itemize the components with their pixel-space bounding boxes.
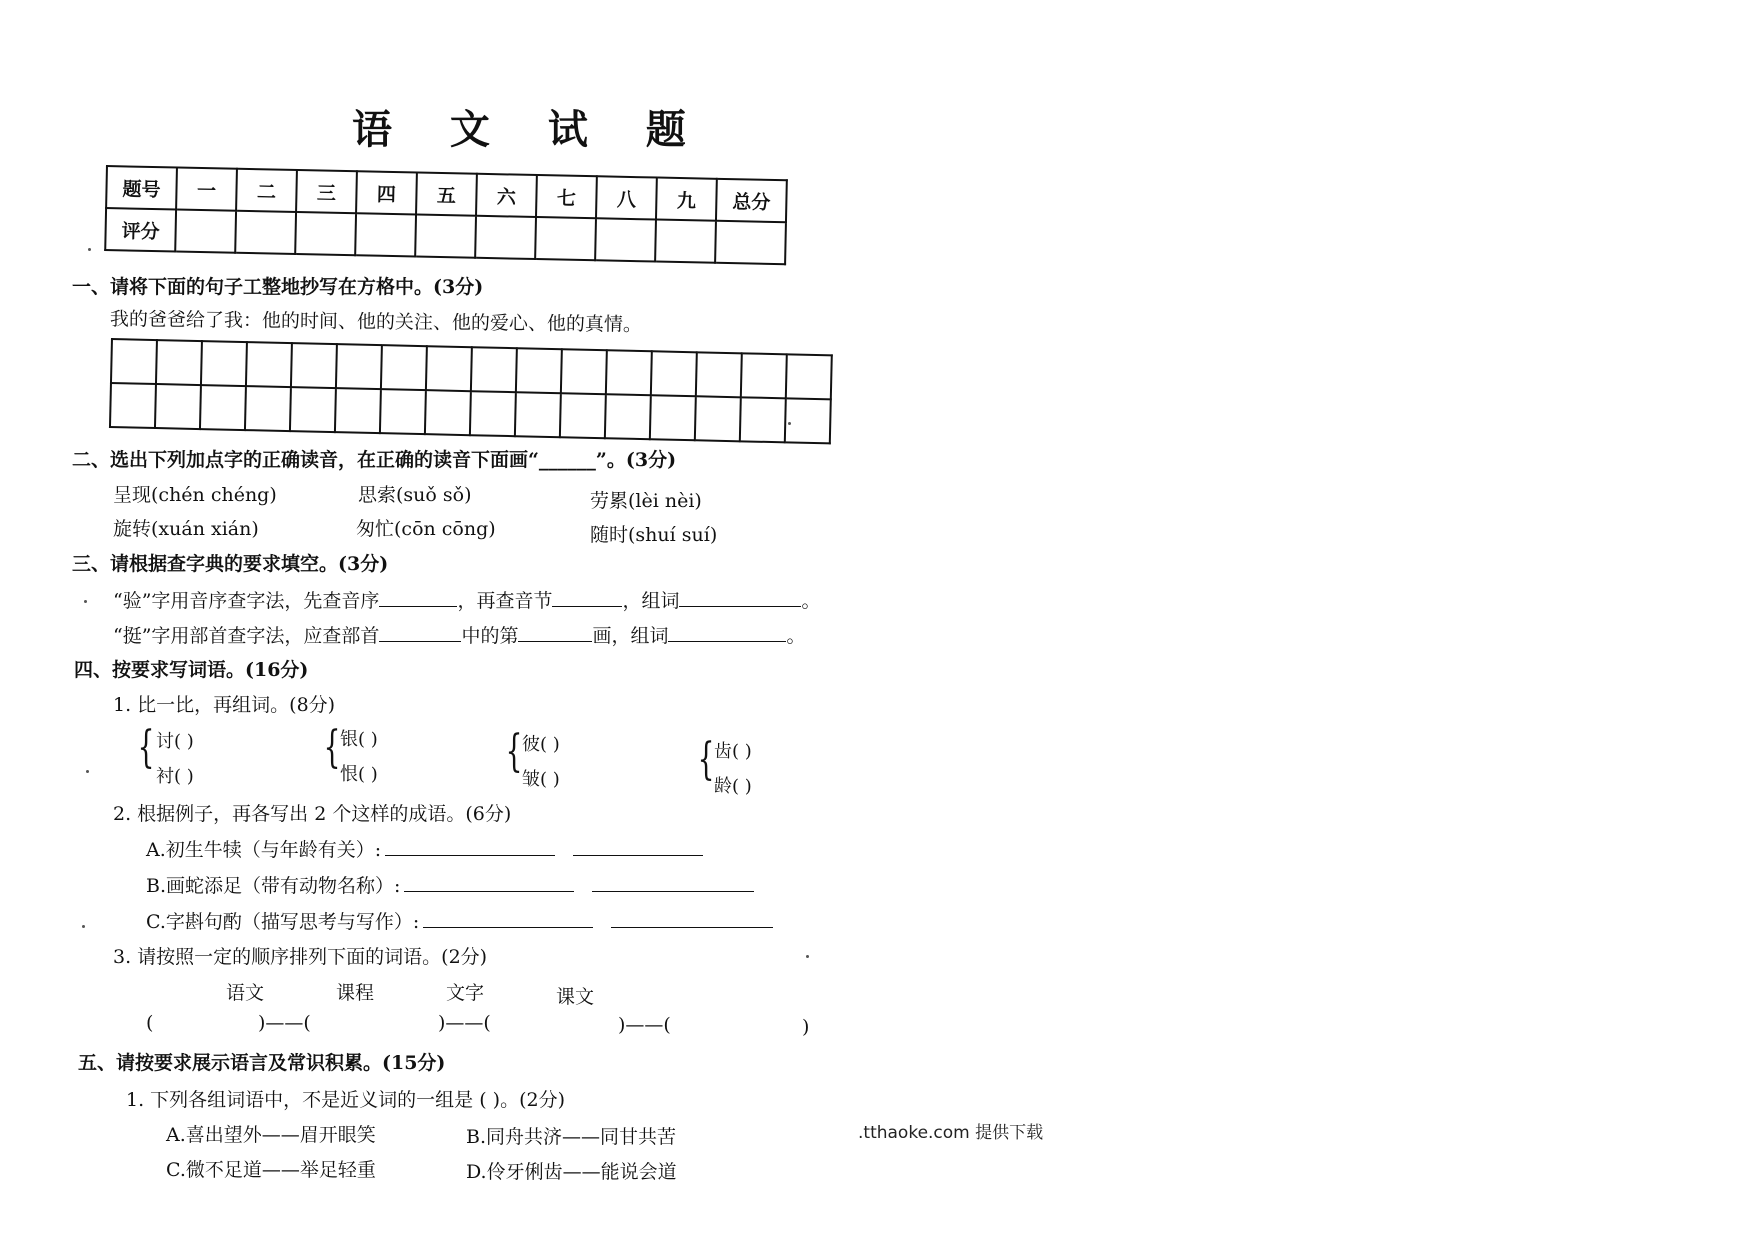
section5-heading: 五、请按要求展示语言及常识积累。(15分) — [78, 1052, 446, 1074]
compare-paren[interactable]: ( ) — [540, 734, 560, 755]
grid-cell[interactable] — [561, 349, 607, 394]
grid-cell[interactable] — [425, 390, 471, 435]
grid-cell[interactable] — [515, 392, 561, 437]
dict-text: “挺”字用部首查字法，应查部首 — [113, 625, 380, 647]
grid-cell[interactable] — [335, 388, 381, 433]
compare-paren[interactable]: ( ) — [174, 766, 194, 787]
score-header-label: 题号 — [106, 166, 177, 209]
score-col: 四 — [356, 171, 417, 214]
grid-cell[interactable] — [606, 350, 652, 395]
copy-grid — [109, 338, 833, 444]
score-col: 九 — [656, 178, 717, 221]
compare-item — [156, 762, 194, 788]
idiom-line — [146, 835, 703, 862]
brace-icon: { — [137, 722, 155, 773]
dict-text: ，组词 — [622, 590, 680, 612]
pinyin-item — [358, 480, 472, 507]
grid-cell[interactable] — [200, 385, 246, 430]
compare-item — [522, 730, 560, 756]
compare-item — [156, 727, 194, 753]
blank-line[interactable] — [379, 623, 461, 642]
q2-label: 2. 根据例子，再各写出 2 个这样的成语。(6分) — [113, 803, 512, 825]
grid-cell[interactable] — [336, 344, 382, 389]
idiom-prompt: A.初生牛犊（与年龄有关）: — [146, 839, 382, 861]
dict-text: 画，组词 — [592, 625, 669, 647]
grid-cell[interactable] — [605, 394, 651, 439]
section4-heading: 四、按要求写词语。(16分) — [74, 659, 309, 681]
order-paren[interactable]: )——( — [618, 1014, 671, 1036]
section1-heading: 一、请将下面的句子工整地抄写在方格中。(3分) — [72, 276, 484, 298]
score-col: 八 — [596, 176, 657, 219]
pinyin-word: 旋转 — [113, 518, 152, 540]
choice-option[interactable]: A.喜出望外——眉开眼笑 — [166, 1124, 376, 1146]
pinyin-word: 匆忙 — [356, 518, 395, 540]
pinyin-options[interactable]: (xuán xián) — [151, 518, 259, 540]
score-table — [104, 165, 788, 265]
grid-cell[interactable] — [696, 352, 742, 397]
grid-cell[interactable] — [380, 389, 426, 434]
score-cell[interactable] — [595, 218, 656, 261]
pinyin-options[interactable]: (lèi nèi) — [628, 490, 702, 512]
score-col: 三 — [296, 170, 357, 213]
score-col-total: 总分 — [716, 179, 787, 222]
pinyin-word: 呈现 — [113, 484, 152, 506]
score-cell[interactable] — [235, 211, 296, 254]
order-paren: ) — [802, 1016, 810, 1038]
page-title: 语 文 试 题 — [352, 106, 708, 153]
grid-cell[interactable] — [201, 341, 247, 386]
scan-speck — [806, 955, 809, 958]
choice-option[interactable]: B.同舟共济——同甘共苦 — [466, 1126, 677, 1148]
q1-label: 1. 比一比，再组词。(8分) — [113, 694, 336, 716]
section3-heading: 三、请根据查字典的要求填空。(3分) — [72, 553, 389, 575]
blank-line[interactable] — [668, 623, 786, 642]
pinyin-options[interactable]: (shuí suí) — [628, 524, 718, 546]
dict-text: 。 — [801, 590, 821, 612]
compare-char: 龄 — [714, 776, 732, 797]
dict-text: ，再查音节 — [457, 590, 553, 612]
score-col: 一 — [176, 167, 237, 210]
watermark-text: .tthaoke.com 提供下载 — [858, 1123, 1044, 1143]
score-cell[interactable] — [655, 220, 716, 263]
compare-paren[interactable]: ( ) — [732, 741, 752, 762]
grid-cell[interactable] — [381, 345, 427, 390]
dictionary-line-2 — [113, 621, 805, 648]
compare-item — [522, 765, 560, 791]
order-word: 课文 — [556, 986, 595, 1008]
score-col: 五 — [416, 173, 477, 216]
blank-line[interactable] — [552, 588, 622, 607]
grid-cell[interactable] — [291, 343, 337, 388]
grid-cell[interactable] — [740, 397, 786, 442]
score-col: 六 — [476, 174, 537, 217]
score-cell[interactable] — [175, 209, 236, 252]
score-cell[interactable] — [355, 213, 416, 256]
grid-cell[interactable] — [560, 393, 606, 438]
order-word: 语文 — [226, 982, 265, 1004]
score-cell[interactable] — [535, 217, 596, 260]
compare-item — [340, 760, 378, 786]
dictionary-line-1 — [113, 586, 820, 613]
scan-speck — [88, 248, 91, 251]
compare-item — [340, 725, 378, 751]
compare-item — [714, 737, 752, 763]
scan-speck — [788, 422, 791, 425]
blank-line[interactable] — [518, 623, 592, 642]
score-cell[interactable] — [295, 212, 356, 255]
compare-char: 齿 — [714, 741, 732, 762]
pinyin-item — [113, 480, 277, 507]
compare-paren[interactable]: ( ) — [174, 731, 194, 752]
grid-cell[interactable] — [471, 347, 517, 392]
pinyin-word: 思索 — [358, 484, 397, 506]
compare-item — [714, 772, 752, 798]
dict-text: 中的第 — [461, 625, 519, 647]
score-row-label: 评分 — [105, 208, 176, 251]
grid-cell[interactable] — [110, 383, 156, 428]
score-cell-total[interactable] — [715, 221, 786, 264]
pinyin-options[interactable]: (chén chéng) — [151, 484, 277, 506]
pinyin-item — [590, 486, 702, 513]
order-paren[interactable]: )——( — [258, 1012, 311, 1034]
scan-speck — [86, 770, 89, 773]
choice-option[interactable]: C.微不足道——举足轻重 — [166, 1159, 376, 1181]
grid-cell[interactable] — [156, 340, 202, 385]
blank-line[interactable] — [611, 909, 773, 928]
brace-icon: { — [697, 734, 715, 785]
grid-cell[interactable] — [111, 339, 157, 384]
dict-text: “验”字用音序查字法，先查音序 — [113, 590, 380, 612]
s5-q1-label: 1. 下列各组词语中，不是近义词的一组是 ( )。(2分) — [126, 1089, 565, 1111]
blank-line[interactable] — [592, 873, 754, 892]
brace-icon: { — [323, 722, 341, 773]
pinyin-options[interactable]: (cōn cōng) — [394, 518, 496, 540]
blank-line[interactable] — [385, 837, 555, 856]
pinyin-item — [113, 514, 259, 541]
compare-char: 恨 — [340, 764, 358, 785]
pinyin-word: 劳累 — [590, 490, 629, 512]
compare-paren[interactable]: ( ) — [540, 769, 560, 790]
score-cell[interactable] — [415, 215, 476, 258]
blank-line[interactable] — [404, 873, 574, 892]
blank-line[interactable] — [573, 837, 703, 856]
order-paren[interactable]: )——( — [438, 1012, 491, 1034]
pinyin-options[interactable]: (suǒ sǒ) — [396, 484, 472, 506]
compare-char: 衬 — [156, 766, 174, 787]
dict-text: 。 — [786, 625, 806, 647]
grid-cell[interactable] — [785, 398, 831, 443]
grid-cell[interactable] — [695, 396, 741, 441]
grid-cell[interactable] — [741, 353, 787, 398]
idiom-line — [146, 907, 773, 934]
grid-cell[interactable] — [155, 384, 201, 429]
grid-cell[interactable] — [470, 391, 516, 436]
grid-cell[interactable] — [786, 354, 832, 399]
score-col: 七 — [536, 175, 597, 218]
score-col: 二 — [236, 169, 297, 212]
pinyin-word: 随时 — [590, 524, 629, 546]
choice-option[interactable]: D.伶牙俐齿——能说会道 — [466, 1161, 677, 1183]
grid-cell[interactable] — [650, 395, 696, 440]
grid-cell[interactable] — [290, 387, 336, 432]
order-word: 文字 — [446, 982, 485, 1004]
idiom-line — [146, 871, 754, 898]
brace-icon: { — [505, 726, 523, 777]
scan-speck — [84, 600, 87, 603]
blank-line[interactable] — [679, 588, 801, 607]
section1-sentence: 我的爸爸给了我：他的时间、他的关注、他的爱心、他的真情。 — [109, 308, 643, 336]
scan-speck — [82, 925, 85, 928]
grid-cell[interactable] — [426, 346, 472, 391]
compare-paren[interactable]: ( ) — [732, 776, 752, 797]
order-word: 课程 — [336, 982, 375, 1004]
compare-paren[interactable]: ( ) — [358, 729, 378, 750]
compare-char: 彼 — [522, 734, 540, 755]
idiom-prompt: C.字斟句酌（描写思考与写作）: — [146, 911, 420, 933]
compare-char: 皱 — [522, 769, 540, 790]
order-paren: ( — [146, 1012, 154, 1034]
compare-paren[interactable]: ( ) — [358, 764, 378, 785]
pinyin-item — [590, 520, 717, 547]
compare-char: 银 — [340, 729, 358, 750]
blank-line[interactable] — [379, 588, 457, 607]
score-cell[interactable] — [475, 216, 536, 259]
grid-cell[interactable] — [651, 351, 697, 396]
idiom-prompt: B.画蛇添足（带有动物名称）: — [146, 875, 401, 897]
section2-heading: 二、选出下列加点字的正确读音，在正确的读音下面画“______”。(3分) — [72, 449, 677, 471]
pinyin-item — [356, 514, 496, 541]
grid-cell[interactable] — [245, 386, 291, 431]
grid-cell[interactable] — [516, 348, 562, 393]
q3-label: 3. 请按照一定的顺序排列下面的词语。(2分) — [113, 946, 488, 968]
grid-cell[interactable] — [246, 342, 292, 387]
blank-line[interactable] — [423, 909, 593, 928]
compare-char: 讨 — [156, 731, 174, 752]
